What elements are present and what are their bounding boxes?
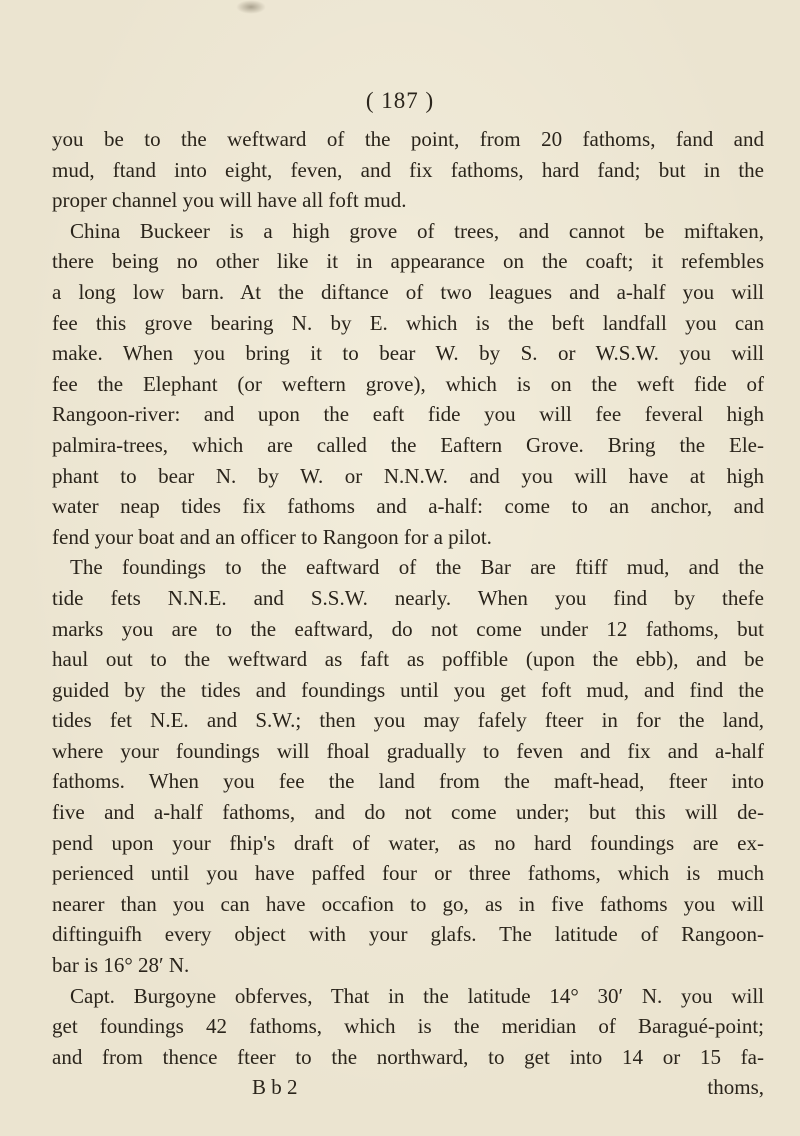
text-line: China Buckeer is a high grove of trees, and cannot be miftaken,: [70, 218, 764, 243]
text-line: pend upon your fhip's draft of water, as no hard foundings are ex-: [52, 830, 764, 855]
text-line: you be to the weftward of the point, from 20 fathoms, fand and: [52, 127, 764, 151]
text-line: a long low barn. At the diftance of two leagues and a-half you will: [52, 279, 764, 304]
text-line: perienced until you have paffed four or three fathoms, which is much: [52, 861, 764, 886]
text-line: The foundings to the eaftward of the Bar are ftiff mud, and the: [70, 555, 764, 580]
text-line: there being no other like it in appearance on the coaft; it refembles: [52, 249, 764, 274]
text-line: haul out to the weftward as faft as poffible (upon the ebb), and be: [52, 647, 764, 672]
text-line: fend your boat and an officer to Rangoon for a pilot.: [52, 524, 492, 549]
text-line: where your foundings will fhoal gradually to feven and fix and a-half: [52, 738, 764, 763]
text-line: get foundings 42 fathoms, which is the meridian of Baragué-point;: [52, 1014, 764, 1039]
text-line: and from thence fteer to the northward, to get into 14 or 15 fa-: [52, 1044, 764, 1069]
text-line: bar is 16° 28′ N.: [52, 953, 190, 978]
page-stain: [236, 0, 266, 14]
text-line: phant to bear N. by W. or N.N.W. and you will have at high: [52, 463, 764, 488]
text-line: mud, ftand into eight, feven, and fix fathoms, hard fand; but in the: [52, 157, 764, 182]
text-line: fathoms. When you fee the land from the maft-head, fteer into: [52, 769, 764, 794]
text-line: Capt. Burgoyne obferves, That in the latitude 14° 30′ N. you will: [70, 983, 764, 1008]
text-line: palmira-trees, which are called the Eaftern Grove. Bring the Ele-: [52, 432, 764, 457]
text-line: make. When you bring it to bear W. by S. or W.S.W. you will: [52, 341, 764, 366]
text-line: fee the Elephant (or weftern grove), which is on the weft fide of: [52, 371, 764, 396]
body-text: [52, 124, 764, 1103]
text-line: water neap tides fix fathoms and a-half: come to an anchor, and: [52, 494, 764, 519]
text-line: tides fet N.E. and S.W.; then you may fafely fteer in for the land,: [52, 708, 764, 733]
text-line: nearer than you can have occafion to go, as in five fathoms you will: [52, 891, 764, 916]
signature-mark: B b 2: [252, 1075, 298, 1100]
footer-row: [52, 1072, 764, 1103]
text-line: guided by the tides and foundings until you get foft mud, and find the: [52, 677, 764, 702]
text-line: fee this grove bearing N. by E. which is the beft landfall you can: [52, 310, 764, 335]
text-line: tide fets N.N.E. and S.S.W. nearly. When you find by thefe: [52, 585, 764, 610]
text-line: Rangoon-river: and upon the eaft fide you will fee feveral high: [52, 402, 764, 427]
text-line: marks you are to the eaftward, do not come under 12 fathoms, but: [52, 616, 764, 641]
catchword: thoms,: [707, 1075, 764, 1100]
text-line: proper channel you will have all foft mud.: [52, 188, 407, 213]
text-line: five and a-half fathoms, and do not come under; but this will de-: [52, 800, 764, 825]
text-line: diftinguifh every object with your glafs. The latitude of Rangoon-: [52, 922, 764, 947]
page-number: ( 187 ): [365, 88, 435, 113]
